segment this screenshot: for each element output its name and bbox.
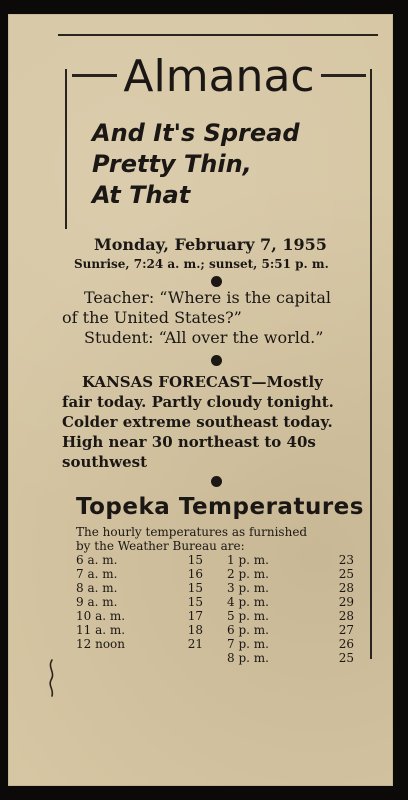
sunrise-sunset-line: Sunrise, 7:24 a. m.; sunset, 5:51 p. m. [74,257,329,271]
temp-row [76,553,213,567]
temp-value: 15 [187,595,203,609]
temp-row [76,595,213,609]
temp-time: 12 noon [76,637,125,651]
temp-time: 7 p. m. [227,637,269,651]
forecast-line-2: fair today. Partly cloudy tonight. [62,393,334,411]
temp-time: 5 p. m. [227,609,269,623]
temp-value: 26 [338,637,354,651]
subhead-line-2: Pretty Thin, [92,150,252,178]
temp-value: 25 [338,651,354,665]
teacher-student-joke [62,288,374,348]
temp-row [227,637,364,651]
temp-row [227,567,364,581]
date-line: Monday, February 7, 1955 [94,235,327,254]
temp-time: 10 a. m. [76,609,126,623]
forecast-line-5: southwest [62,453,148,471]
temp-value: 15 [187,553,203,567]
temp-time: 4 p. m. [227,595,269,609]
temp-row [227,581,364,595]
temp-time: 6 p. m. [227,623,269,637]
separator-dot [211,276,222,287]
temp-row [227,623,364,637]
temperatures-description-line-1: The hourly temperatures as furnished [76,525,308,539]
temperatures-title: Topeka Temperatures [76,494,364,520]
masthead-title: Almanac [123,51,315,102]
temp-value: 23 [338,553,354,567]
separator-dot [211,355,222,366]
temperatures-description-line-2: by the Weather Bureau are: [76,539,245,553]
joke-line-1: Teacher: “Where is the capital [84,288,331,307]
forecast-line-1: KANSAS FORECAST—Mostly [82,373,323,391]
temp-time: 3 p. m. [227,581,269,595]
temp-value: 25 [338,567,354,581]
temp-row [76,581,213,595]
forecast-line-3: Colder extreme southeast today. [62,413,333,431]
temp-time: 6 a. m. [76,553,118,567]
temp-time: 8 p. m. [227,651,269,665]
temp-row [76,567,213,581]
temp-time: 1 p. m. [227,553,269,567]
masthead-right-line [321,74,366,77]
temp-value: 16 [187,567,203,581]
temp-time: 8 a. m. [76,581,118,595]
temp-value: 18 [187,623,203,637]
temp-row [76,623,213,637]
subhead [92,118,362,211]
temp-row [227,553,364,567]
temp-value: 15 [187,581,203,595]
temp-value: 29 [338,595,354,609]
right-frame-rule [370,69,372,659]
temperatures-description [76,525,366,553]
joke-line-2: of the United States?” [62,308,242,327]
subhead-line-1: And It's Spread [92,119,300,147]
temp-value: 17 [187,609,203,623]
separator-dot [211,476,222,487]
temp-value: 28 [338,581,354,595]
temperatures-right-column [227,553,364,665]
temp-time: 2 p. m. [227,567,269,581]
temp-value: 28 [338,609,354,623]
subhead-line-3: At That [92,181,191,209]
temp-row [227,609,364,623]
pencil-mark-icon [42,658,62,698]
temp-time: 7 a. m. [76,567,118,581]
masthead-row [66,44,372,106]
masthead-left-line [72,74,117,77]
temp-row [227,595,364,609]
temp-value: 21 [187,637,203,651]
forecast-line-4: High near 30 northeast to 40s [62,433,316,451]
temp-row [76,609,213,623]
kansas-forecast [62,372,374,472]
joke-line-3: Student: “All over the world.” [84,328,324,347]
temp-time: 11 a. m. [76,623,126,637]
temperatures-left-column [76,553,213,665]
temperatures-table [76,553,364,665]
top-rule [58,34,378,36]
temp-value: 27 [338,623,354,637]
temp-row [76,637,213,651]
temp-row [227,651,364,665]
temp-time: 9 a. m. [76,595,118,609]
